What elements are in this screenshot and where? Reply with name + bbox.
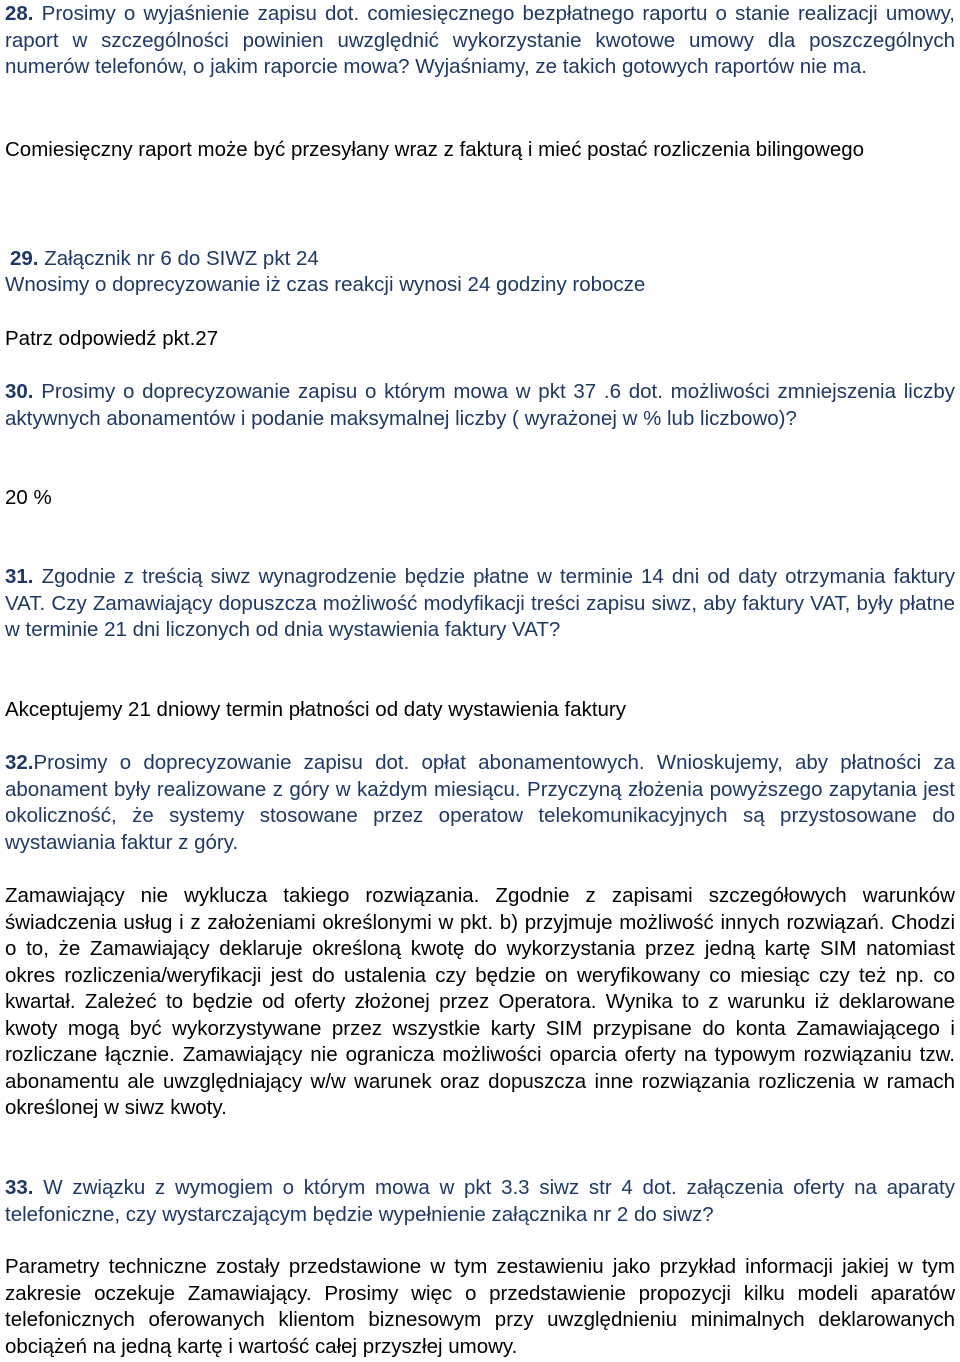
question-text: Prosimy o wyjaśnienie zapisu dot. comiesięcznego bezpłatnego raportu o stanie realizacji umowy, raport w szczególności powinien uwzględnić wykorzystanie kwotowe umowy dla poszczególnych numerów telefonów, o jakim raporcie mowa? Wyjaśniamy, ze takich gotowych raportów nie ma. <box>5 2 955 78</box>
question-text: Prosimy o doprecyzowanie zapisu o którym mowa w pkt 37 .6 dot. możliwości zmniejszenia liczby aktywnych abonamentów i podanie maksymalnej liczby ( wyrażonej w % lub liczbowo)? <box>5 380 955 430</box>
question-text: Załącznik nr 6 do SIWZ pkt 24 <box>44 247 319 270</box>
question-text: W związku z wymogiem o którym mowa w pkt 3.3 siwz str 4 dot. załączenia oferty na aparaty telefoniczne, czy wystarczającym będzie wypełnienie załącznika nr 2 do siwz? <box>5 1176 956 1226</box>
answer-29: Patrz odpowiedź pkt.27 <box>5 327 219 350</box>
question-text: Prosimy o doprecyzowanie zapisu dot. opłat abonamentowych. Wnioskujemy, aby płatności za abonament były realizowane z góry w każdym miesiącu. Przyczyną złożenia powyższego zapytania jest okoliczność, że systemy stosowane przez operatow telekomunikacyjnych są przystosowane do wystawiania faktur z góry. <box>5 751 955 854</box>
question-29-detail: Wnosimy o doprecyzowanie iż czas reakcji wynosi 24 godziny robocze <box>5 273 646 296</box>
question-text: Zgodnie z treścią siwz wynagrodzenie będzie płatne w terminie 14 dni od daty otrzymania faktury VAT. Czy Zamawiający dopuszcza możliwość modyfikacji treści zapisu siwz, aby faktury VAT, były płatne w terminie 21 dni liczonych od dnia wystawienia faktury VAT? <box>5 565 955 641</box>
question-number: 29. <box>10 247 39 270</box>
question-28 <box>5 1 955 81</box>
answer-33: Parametry techniczne zostały przedstawione w tym zestawieniu jako przykład informacji jakiej w tym zakresie oczekuje Zamawiający. Prosimy więc o przedstawienie propozycji kilku modeli aparatów telefonicznych oferowanych klientom biznesowym przy uwzględnieniu minimalnych deklarowanych obciążeń na jedną kartę i wartość całej przyszłej umowy. <box>5 1255 955 1358</box>
question-33 <box>5 1175 955 1228</box>
answer-32: Zamawiający nie wyklucza takiego rozwiązania. Zgodnie z zapisami szczegółowych warunków świadczenia usług i z założeniami określonymi w pkt. b) przyjmuje możliwość innych rozwiązań. Chodzi o to, że Zamawiający deklaruje określoną kwotę do wykorzystania przez jedną kartę SIM natomiast okres rozliczenia/weryfikacji jest do ustalenia czy będzie on weryfikowany co miesiąc czy też np. co kwartał. Zależeć to będzie od oferty złożonej przez Operatora. Wynika to z warunku iż deklarowane kwoty mogą być wykorzystywane przez wszystkie karty SIM przypisane do konta Zamawiającego i rozliczane łącznie. Zamawiający nie ogranicza możliwości oparcia oferty na typowym rozwiązaniu tzw. abonamentu ale uwzględniający w/w warunek oraz dopuszcza inne rozwiązania rozliczenia w ramach określonej w siwz kwoty. <box>5 884 955 1119</box>
answer-28: Comiesięczny raport może być przesyłany wraz z fakturą i mieć postać rozliczenia bilingowego <box>5 138 865 161</box>
question-32 <box>5 750 955 856</box>
question-number: 33. <box>5 1176 34 1199</box>
question-30 <box>5 379 955 432</box>
answer-31: Akceptujemy 21 dniowy termin płatności od daty wystawienia faktury <box>5 698 626 721</box>
question-number: 32. <box>5 751 34 774</box>
question-29 <box>5 246 955 273</box>
question-number: 31. <box>5 565 34 588</box>
question-31 <box>5 564 955 644</box>
question-number: 30. <box>5 380 34 403</box>
question-number: 28. <box>5 2 34 25</box>
answer-30: 20 % <box>5 486 52 509</box>
